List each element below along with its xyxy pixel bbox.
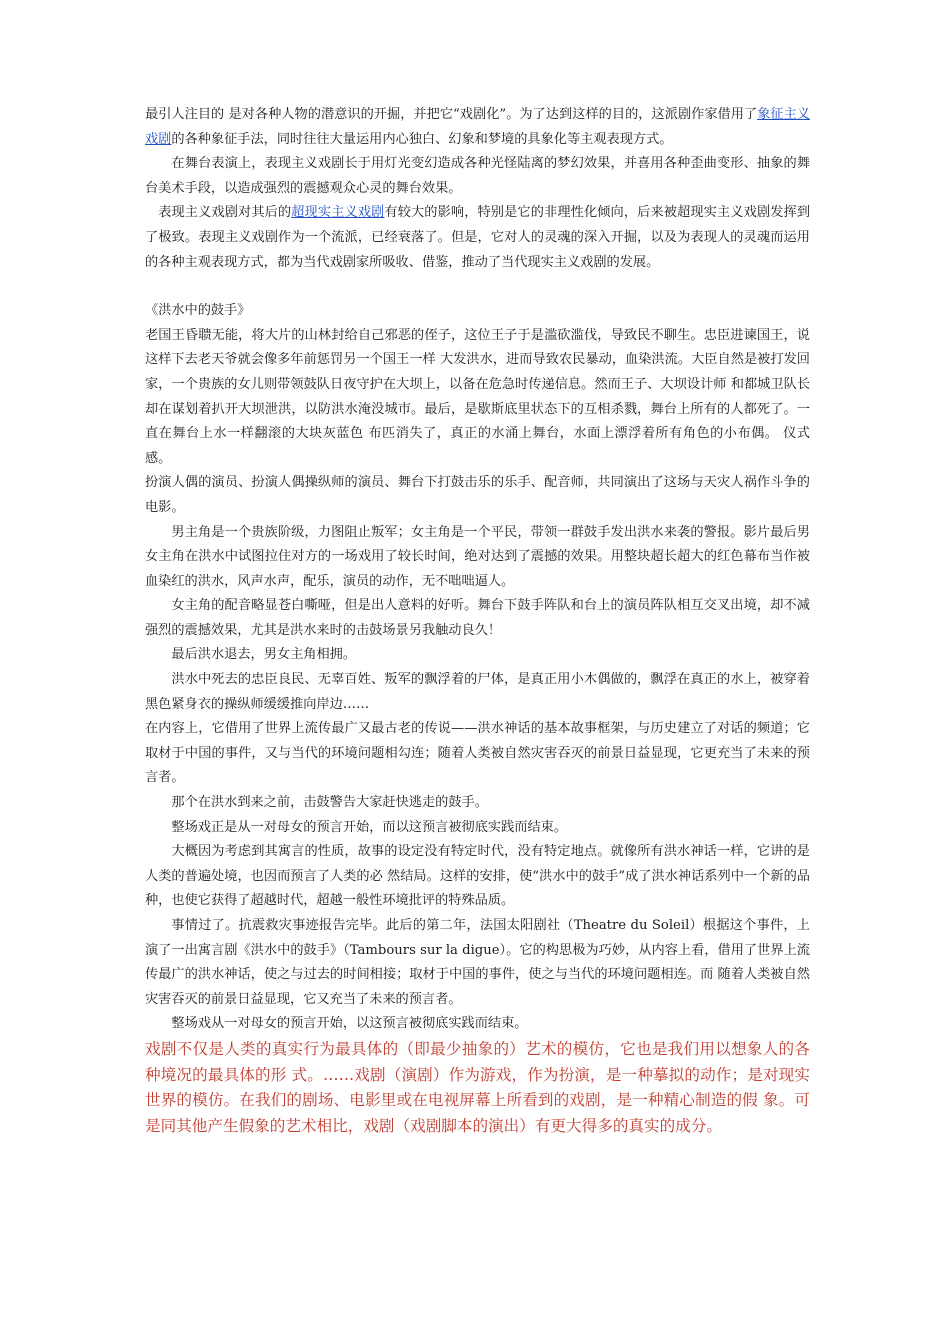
paragraph: 老国王昏聩无能，将大片的山林封给自己邪恶的侄子，这位王子于是滥砍滥伐，导致民不聊生。忠臣进谏国王，说这样下去老天爷就会像多年前惩罚另一个国王一样 大发洪水，进而导致农民暴动，血染洪流。大臣自然是被打发回家，一个贵族的女儿则带领鼓队日夜守护在大坝上，以备在危急时传递信息。然而王子、大坝设计师 和都城卫队长却在谋划着扒开大坝泄洪，以防洪水淹没城市。最后，是歇斯底里状态下的互相杀戮，舞台上所有的人都死了。一直在舞台上水一样翻滚的大块灰蓝色 布匹消失了，真正的水涌上舞台，水面上漂浮着所有角色的小布偶。 仪式感。 xyxy=(145,327,810,466)
blank-line xyxy=(145,275,810,299)
paragraph: 事情过了。抗震救灾事迹报告完毕。此后的第二年，法国太阳剧社（Theatre du Soleil）根据这个事件，上演了一出寓言剧《洪水中的鼓手》（Tambours sur la digue）。它的构思极为巧妙，从内容上看，借用了世界上流传最广的洪水神话，使之与过去的时间相接；取材于中国的事件，使之与当代的环境问题相连。而 随着人类被自然灾害吞灭的前景日益显现，它又充当了未来的预言者。 xyxy=(145,918,810,1007)
paragraph: 在舞台表演上，表现主义戏剧长于用灯光变幻造成各种光怪陆离的梦幻效果，并喜用各种歪曲变形、抽象的舞台美术手段，以造成强烈的震撼观众心灵的舞台效果。 xyxy=(145,156,810,196)
paragraph: 整场戏从一对母女的预言开始，以这预言被彻底实践而结束。 xyxy=(171,1016,528,1032)
paragraph-text: 有较大的影响，特别是它的非理性化倾向，后来被超现实主义戏剧发挥到了极致。表现主义戏剧作为一个流派，已经衰落了。但是，它对人的灵魂的深入开掘，以及为表现人的灵魂而运用的各种主观表现方式，都为当代戏剧家所吸收、借鉴，推动了当代现实主义戏剧的发展。 xyxy=(145,205,811,270)
paragraph: 扮演人偶的演员、扮演人偶操纵师的演员、舞台下打鼓击乐的乐手、配音师，共同演出了这场与天灾人祸作斗争的电影。 xyxy=(145,475,810,515)
paragraph: 那个在洪水到来之前，击鼓警告大家赶快逃走的鼓手。 xyxy=(171,795,488,811)
drummers-section xyxy=(145,299,810,1037)
document-page xyxy=(145,103,810,1139)
paragraph: 大概因为考虑到其寓言的性质，故事的设定没有特定时代，没有特定地点。就像所有洪水神话一样，它讲的是人类的普遍处境，也因而预言了人类的必 然结局。这样的安排，使“洪水中的鼓手”成了洪水神话系列中一个新的品种，也使它获得了超越时代，超越一般性环境批评的特殊品质。 xyxy=(145,844,810,909)
paragraph: 女主角的配音略显苍白嘶哑，但是出人意料的好听。舞台下鼓手阵队和台上的演员阵队相互交叉出境，却不减强烈的震撼效果，尤其是洪水来时的击鼓场景另我触动良久！ xyxy=(145,598,810,638)
paragraph: 男主角是一个贵族阶级，力图阻止叛军；女主角是一个平民，带领一群鼓手发出洪水来袭的警报。影片最后男女主角在洪水中试图拉住对方的一场戏用了较长时间，绝对达到了震撼的效果。用整块超长超大的红色幕布当作被血染红的洪水，风声水声，配乐，演员的动作，无不咄咄逼人。 xyxy=(145,524,810,589)
symbolism-drama-link[interactable]: 象征主义戏剧 xyxy=(145,107,811,147)
expressionism-section xyxy=(145,103,810,275)
paragraph xyxy=(145,201,810,275)
surrealism-drama-link[interactable]: 超现实主义戏剧 xyxy=(291,205,385,221)
paragraph xyxy=(145,103,810,152)
section-title: 《洪水中的鼓手》 xyxy=(145,303,251,319)
paragraph: 在内容上，它借用了世界上流传最广又最古老的传说——洪水神话的基本故事框架，与历史建立了对话的频道；它取材于中国的事件，又与当代的环境问题相勾连；随着人类被自然灾害吞灭的前景日益显现，它更充当了未来的预言者。 xyxy=(145,721,810,786)
paragraph: 最后洪水退去，男女主角相拥。 xyxy=(171,647,357,663)
paragraph-text: 最引人注目的 是对各种人物的潜意识的开掘，并把它“戏剧化”。为了达到这样的目的，这派剧作家借用了 xyxy=(145,107,758,122)
paragraph: 整场戏正是从一对母女的预言开始，而以这预言被彻底实践而结束。 xyxy=(171,819,568,835)
drama-quote-section xyxy=(145,1037,810,1139)
quote-paragraph: 戏剧不仅是人类的真实行为最具体的（即最少抽象的）艺术的模仿，它也是我们用以想象人的各种境况的最具体的形 式。……戏剧（演剧）作为游戏，作为扮演，是一种摹拟的动作；是对现实世界的模仿。在我们的剧场、电影里或在电视屏幕上所看到的戏剧，是一种精心制造的假 象。可是同其他产生假象的艺术相比，戏剧（戏剧脚本的演出）有更大得多的真实的成分。 xyxy=(145,1039,810,1135)
paragraph-text: 的各种象征手法，同时往往大量运用内心独白、幻象和梦境的具象化等主观表现方式。 xyxy=(171,131,673,147)
paragraph: 洪水中死去的忠臣良民、无辜百姓、叛军的飘浮着的尸体，是真正用小木偶做的，飘浮在真正的水上，被穿着黑色紧身衣的操纵师缓缓推向岸边…… xyxy=(145,672,810,712)
paragraph-text: 表现主义戏剧对其后的 xyxy=(158,205,292,221)
